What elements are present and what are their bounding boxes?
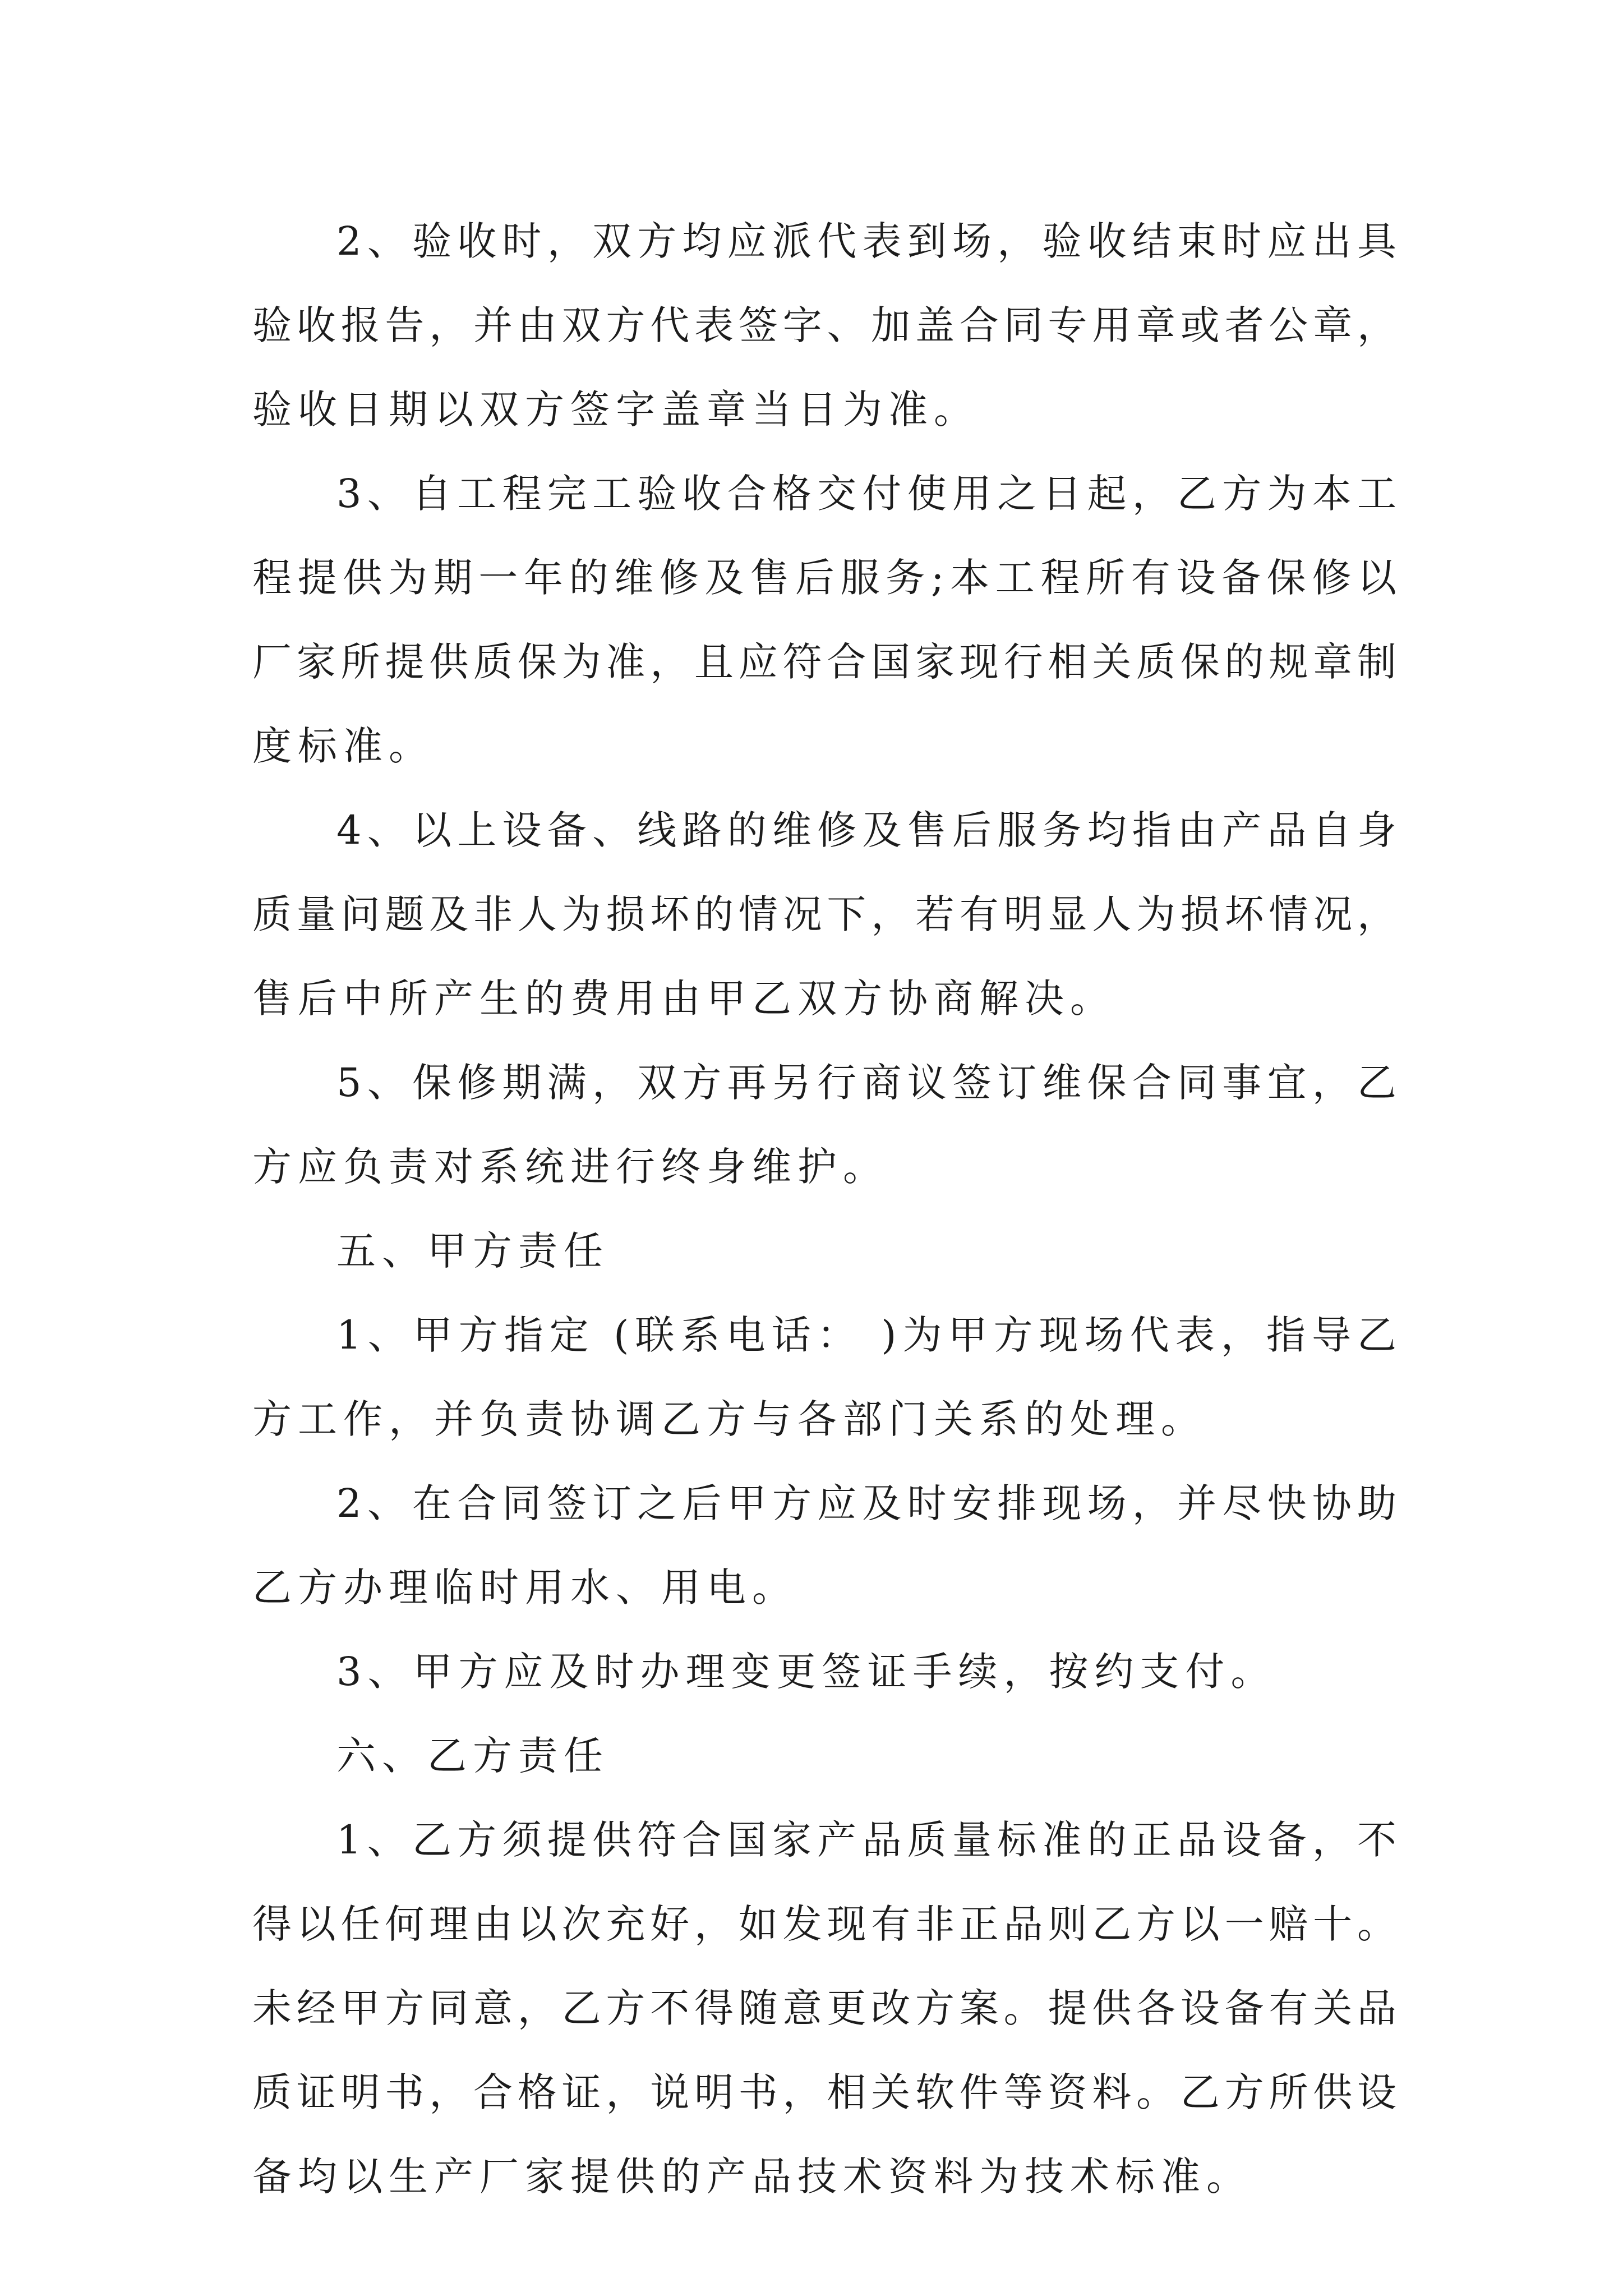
text-line: 质量问题及非人为损坏的情况下，若有明显人为损坏情况， — [252, 891, 1396, 937]
text-line: 程提供为期一年的维修及售后服务;本工程所有设备保修以 — [252, 555, 1396, 601]
section-heading: 六、乙方责任 — [336, 1733, 609, 1779]
text-line: 3、甲方应及时办理变更签证手续，按约支付。 — [336, 1649, 1276, 1695]
text-line: 备均以生产厂家提供的产品技术资料为技术标准。 — [252, 2154, 1252, 2200]
text-line: 验收报告，并由双方代表签字、加盖合同专用章或者公章， — [252, 302, 1396, 348]
text-line: 2、验收时，双方均应派代表到场，验收结束时应出具 — [336, 218, 1396, 264]
text-line: 1、甲方指定 (联系电话： )为甲方现场代表，指导乙 — [336, 1312, 1396, 1358]
text-line: 厂家所提供质保为准，且应符合国家现行相关质保的规章制 — [252, 639, 1396, 685]
section-heading: 五、甲方责任 — [336, 1228, 609, 1274]
text-line: 1、乙方须提供符合国家产品质量标准的正品设备，不 — [336, 1817, 1396, 1863]
text-line: 4、以上设备、线路的维修及售后服务均指由产品自身 — [336, 807, 1396, 853]
text-line: 5、保修期满，双方再另行商议签订维保合同事宜，乙 — [336, 1060, 1396, 1106]
text-line: 验收日期以双方签字盖章当日为准。 — [252, 386, 979, 432]
text-line: 2、在合同签订之后甲方应及时安排现场，并尽快协助 — [336, 1480, 1396, 1526]
text-line: 质证明书，合格证，说明书，相关软件等资料。乙方所供设 — [252, 2069, 1396, 2115]
text-line: 未经甲方同意，乙方不得随意更改方案。提供各设备有关品 — [252, 1985, 1396, 2031]
text-line: 3、自工程完工验收合格交付使用之日起，乙方为本工 — [336, 471, 1396, 517]
text-line: 方工作，并负责协调乙方与各部门关系的处理。 — [252, 1396, 1206, 1442]
text-line: 方应负责对系统进行终身维护。 — [252, 1144, 888, 1190]
text-line: 售后中所产生的费用由甲乙双方协商解决。 — [252, 976, 1115, 1022]
text-line: 得以任何理由以次充好，如发现有非正品则乙方以一赔十。 — [252, 1901, 1396, 1947]
text-line: 度标准。 — [252, 723, 434, 769]
text-line: 乙方办理临时用水、用电。 — [252, 1565, 797, 1611]
